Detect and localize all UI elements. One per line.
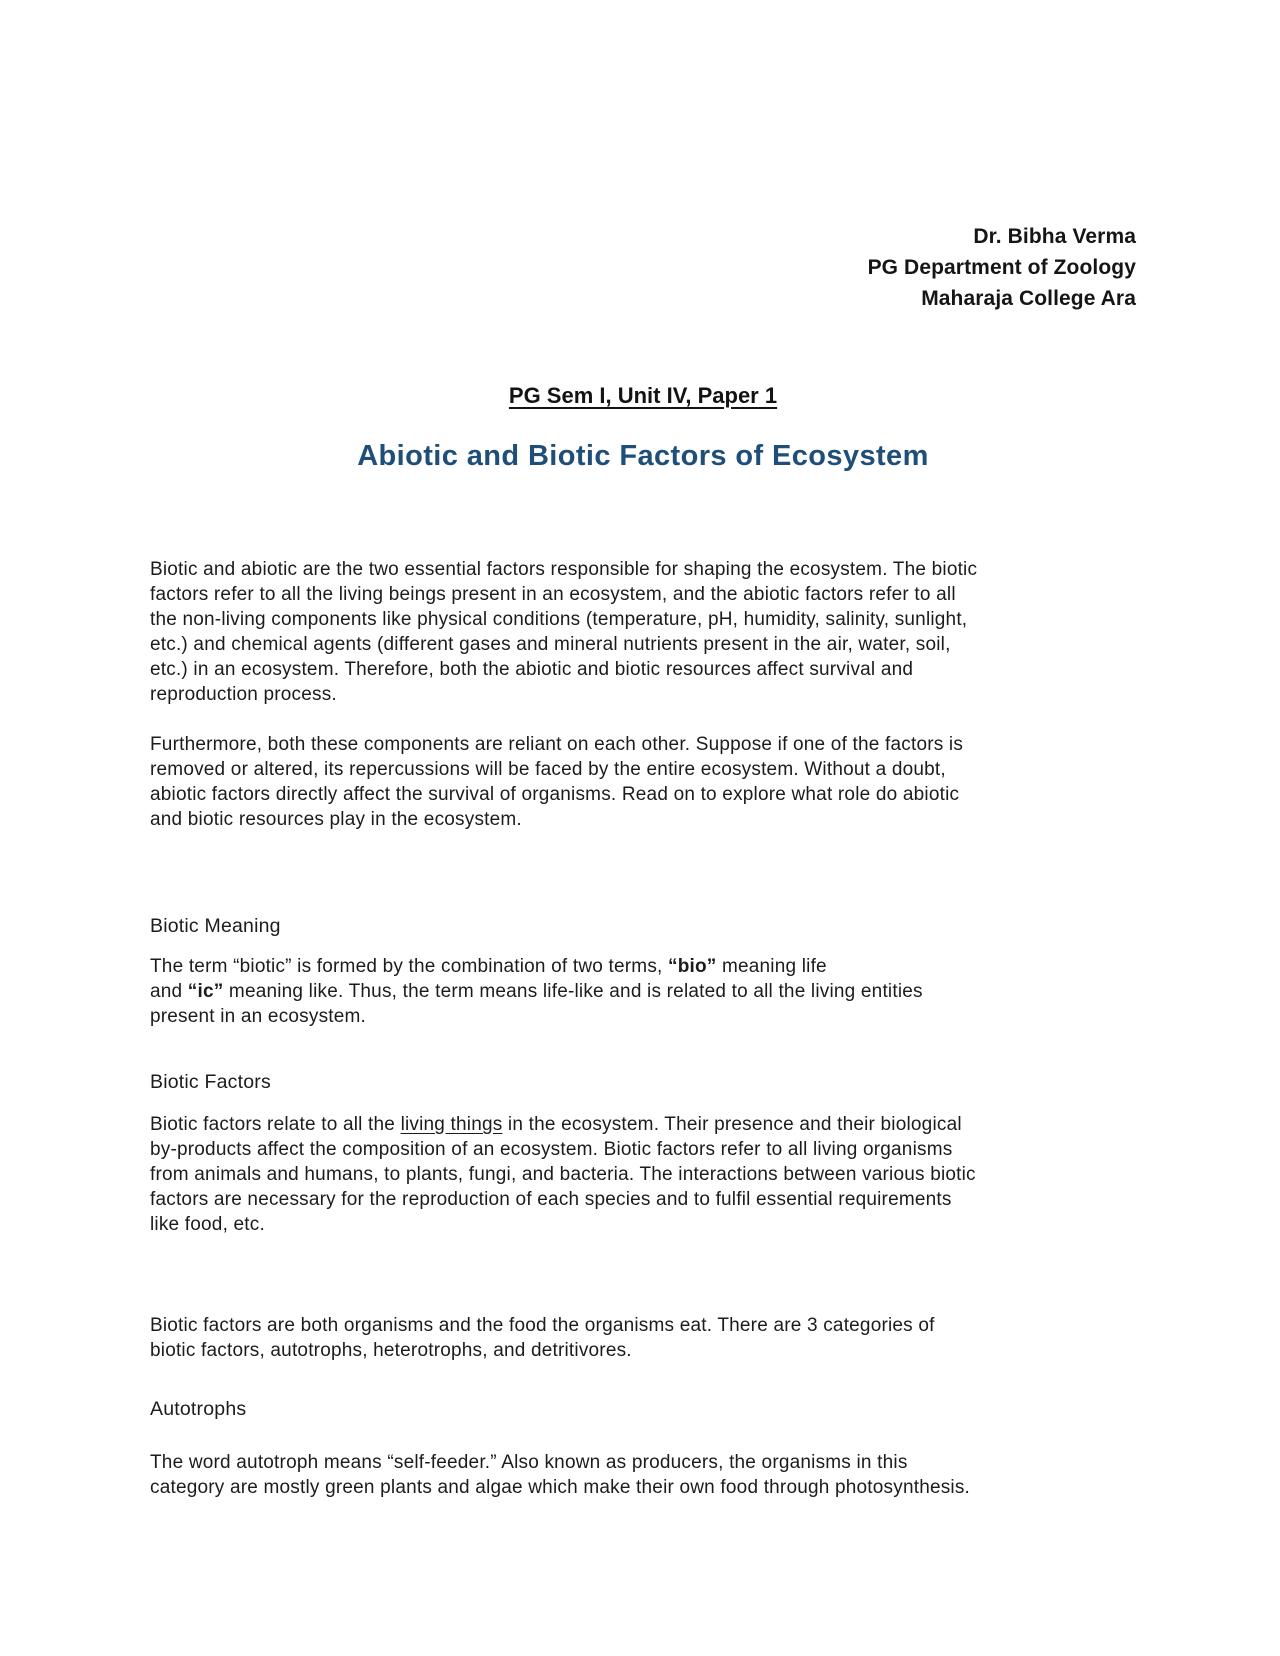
author-name: Dr. Bibha Verma [973,225,1136,248]
paragraph-biotic-categories: Biotic factors are both organisms and the food the organisms eat. There are 3 categories of biotic factors, autotrophs, heterotrophs, and detritivores. [150,1315,935,1361]
document-title: Abiotic and Biotic Factors of Ecosystem [357,440,929,472]
author-block [150,221,1136,314]
author-department: PG Department of Zoology [867,256,1136,279]
paragraph-intro: Biotic and abiotic are the two essential factors responsible for shaping the ecosystem. The biotic factors refer to all the living beings present in an ecosystem, and the abiotic factors refer to all the non-living components like physical conditions (temperature, pH, humidity, salinity, sunlight, etc.) and chemical agents (different gases and mineral nutrients present in the air, water, soil, etc.) in an ecosystem. Therefore, both the abiotic and biotic resources affect survival and reproduction process. [150,559,978,705]
paragraph-biotic-factors: Biotic factors relate to all the living things in the ecosystem. Their presence and their biological by-products affect the composition of an ecosystem. Biotic factors refer to all living organisms from animals and humans, to plants, fungi, and bacteria. The interactions between various biotic factors are necessary for the reproduction of each species and to fulfil essential requirements like food, etc. [150,1114,976,1235]
heading-biotic-meaning: Biotic Meaning [150,915,281,937]
paragraph-interdependence: Furthermore, both these components are reliant on each other. Suppose if one of the factors is removed or altered, its repercussions will be faced by the entire ecosystem. Without a doubt, abiotic factors directly affect the survival of organisms. Read on to explore what role do abiotic and biotic resources play in the ecosystem. [150,734,964,830]
paragraph-biotic-meaning: The term “biotic” is formed by the combination of two terms, “bio” meaning life and “ic” meaning like. Thus, the term means life-like and is related to all the living entities present in an ecosystem. [150,956,923,1027]
heading-autotrophs: Autotrophs [150,1398,247,1420]
heading-biotic-factors: Biotic Factors [150,1071,271,1093]
course-title [150,383,1136,409]
author-college: Maharaja College Ara [921,287,1136,310]
paragraph-autotrophs: The word autotroph means “self-feeder.” Also known as producers, the organisms in this category are mostly green plants and algae which make their own food through photosynthesis. [150,1452,971,1498]
course-title-text: PG Sem I, Unit IV, Paper 1 [508,383,778,408]
